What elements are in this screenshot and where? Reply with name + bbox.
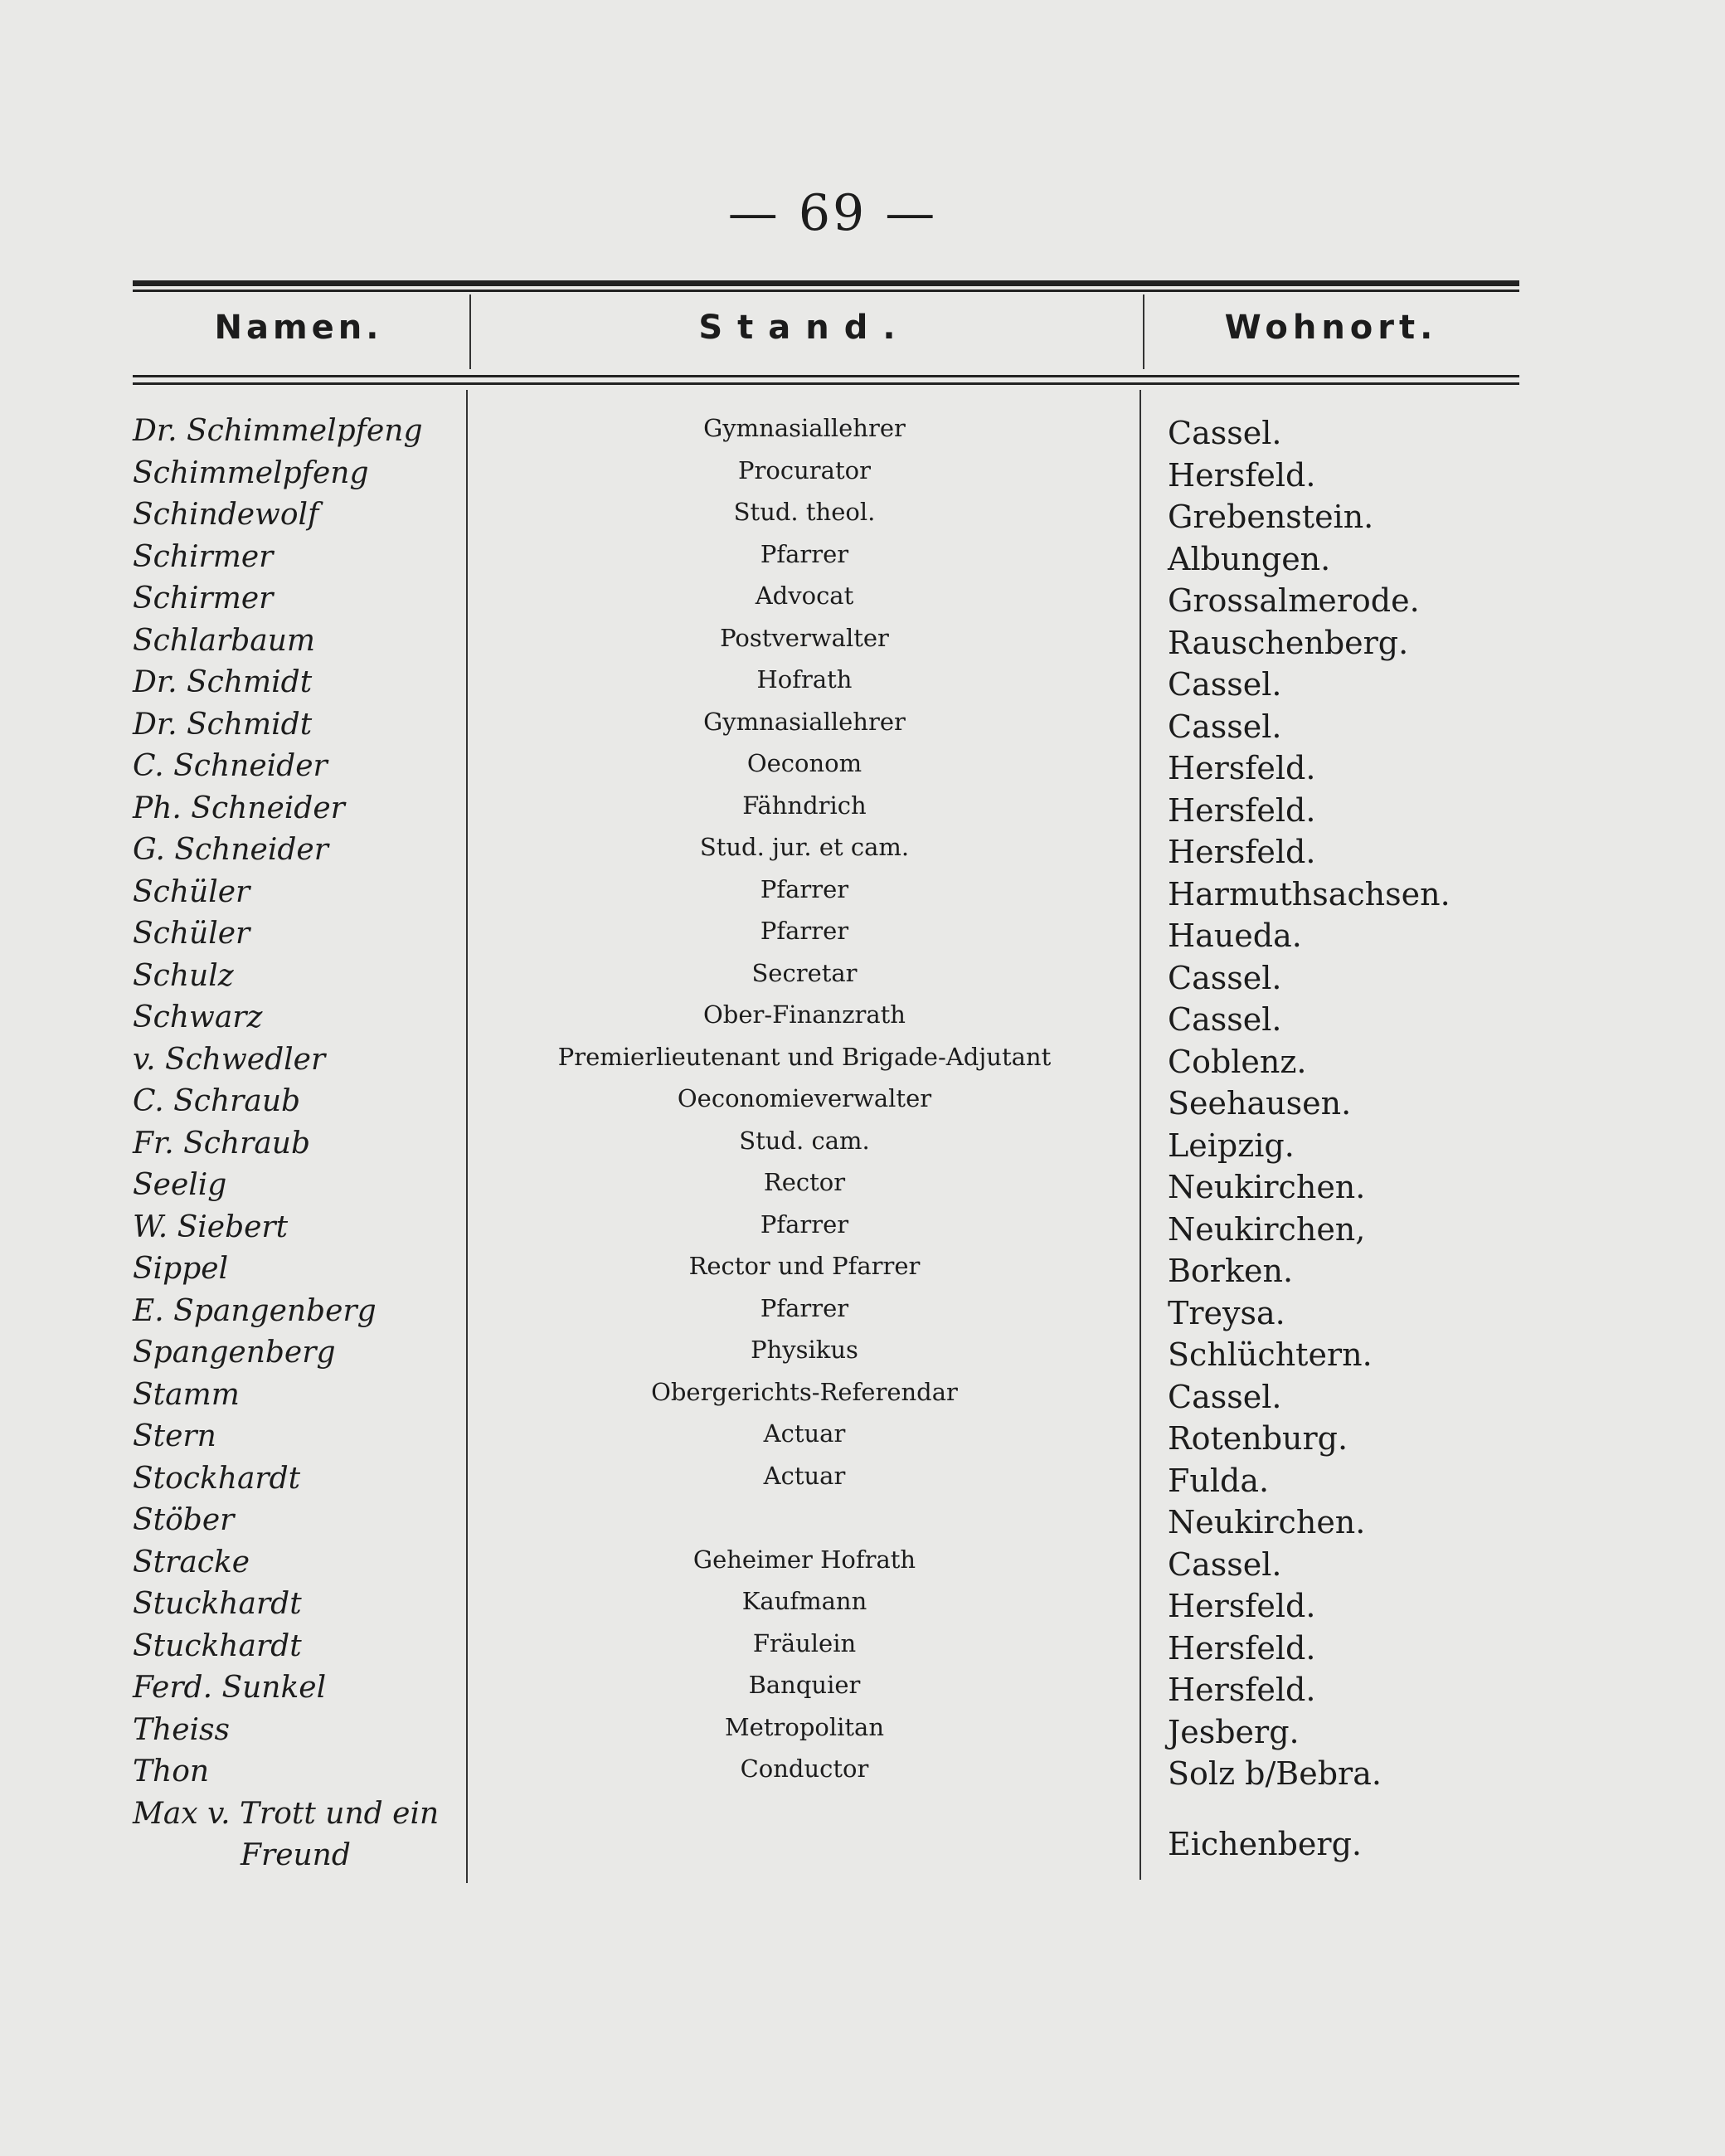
wohnort-cell: Cassel.: [1168, 1001, 1282, 1038]
wohnort-cell: Cassel.: [1168, 1378, 1282, 1415]
wohnort-cell: Hersfeld.: [1168, 750, 1316, 786]
stand-cell: Rector: [763, 1168, 846, 1196]
name-cell: Dr. Schimmelpfeng: [133, 414, 423, 448]
name-cell: Stamm: [133, 1377, 240, 1412]
wohnort-cell: Jesberg.: [1168, 1713, 1300, 1750]
stand-cell: Hofrath: [756, 665, 853, 694]
top-rule-thin: [133, 290, 1519, 292]
name-cell: Seelig: [133, 1168, 227, 1202]
stand-cell: Geheimer Hofrath: [692, 1545, 916, 1574]
wohnort-cell: Leipzig.: [1168, 1127, 1295, 1164]
stand-cell: Stud. cam.: [739, 1126, 870, 1155]
name-cell: Dr. Schmidt: [133, 707, 313, 742]
name-cell: Schüler: [133, 874, 250, 909]
wohnort-cell: Harmuthsachsen.: [1168, 875, 1450, 913]
name-cell: Schirmer: [133, 582, 274, 616]
stand-cell: Conductor: [740, 1754, 869, 1783]
stand-cell: Banquier: [748, 1671, 861, 1699]
name-line-1: Max v. Trott und ein: [133, 1796, 440, 1831]
table-row: [0, 1458, 1725, 1501]
table-row: [0, 494, 1725, 537]
stand-cell: Metropolitan: [724, 1712, 885, 1741]
wohnort-cell: Hersfeld.: [1168, 791, 1316, 829]
name-cell: C. Schraub: [133, 1084, 301, 1118]
name-cell: Stockhardt: [133, 1461, 301, 1496]
name-cell: Schlarbaum: [133, 623, 316, 658]
wohnort-cell: Cassel.: [1168, 666, 1282, 703]
wohnort-cell: Haueda.: [1168, 917, 1302, 954]
table-row: [0, 1081, 1725, 1123]
stand-cell: Pfarrer: [760, 539, 849, 568]
name-cell: Thon: [133, 1754, 210, 1789]
wohnort-cell: Cassel.: [1168, 415, 1282, 451]
wohnort-cell: Grebenstein.: [1168, 499, 1374, 535]
name-cell: Dr. Schmidt: [133, 665, 313, 699]
table-row: [0, 1584, 1725, 1626]
name-cell: Stöber: [133, 1503, 235, 1537]
table-row: [0, 1542, 1725, 1584]
wohnort-cell: Hersfeld.: [1168, 834, 1316, 870]
name-cell: Fr. Schraub: [133, 1126, 311, 1161]
name-cell: Stuckhardt: [133, 1628, 302, 1663]
name-cell: Schimmelpfeng: [133, 455, 369, 490]
column-header-wohnort: Wohnort.: [1224, 309, 1438, 347]
name-cell: Schwarz: [133, 1000, 263, 1034]
table-row: [0, 956, 1725, 998]
page-number: — 69 —: [727, 184, 938, 242]
wohnort-cell: Eichenberg.: [1168, 1825, 1362, 1862]
name-cell: Theiss: [133, 1712, 230, 1747]
stand-cell: Stud. jur. et cam.: [699, 833, 910, 861]
wohnort-cell: Cassel.: [1168, 1545, 1282, 1583]
name-cell: Stuckhardt: [133, 1587, 302, 1621]
stand-cell: Fähndrich: [742, 791, 867, 820]
table-row: [0, 997, 1725, 1039]
header-divider-1: [469, 294, 471, 369]
stand-cell: Secretar: [751, 958, 858, 987]
stand-cell: Ober-Finanzrath: [703, 1000, 906, 1029]
table-row: [0, 1667, 1725, 1710]
name-cell: Stracke: [133, 1545, 250, 1579]
name-cell: Stern: [133, 1419, 216, 1453]
name-cell: W. Siebert: [133, 1209, 289, 1244]
wohnort-cell: Grossalmerode.: [1168, 582, 1420, 619]
name-cell: [133, 1793, 464, 1876]
header-rule-2: [133, 382, 1519, 385]
wohnort-cell: Neukirchen.: [1168, 1504, 1366, 1540]
table-row: [0, 578, 1725, 621]
stand-cell: Premierlieutenant und Brigade-Adjutant: [557, 1042, 1052, 1071]
stand-cell: Kaufmann: [741, 1587, 867, 1615]
table-row: [0, 1375, 1725, 1417]
wohnort-cell: Neukirchen,: [1168, 1210, 1366, 1248]
stand-cell: Actuar: [763, 1419, 846, 1448]
wohnort-cell: Neukirchen.: [1168, 1169, 1366, 1205]
table-row: [0, 1626, 1725, 1668]
column-header-stand: Stand.: [698, 309, 911, 347]
table-row: [0, 1793, 1725, 1885]
name-cell: Ph. Schneider: [133, 791, 345, 825]
table-row: [0, 1207, 1725, 1249]
stand-cell: Obergerichts-Referendar: [651, 1377, 958, 1406]
wohnort-cell: Rauschenberg.: [1168, 624, 1409, 661]
stand-cell: Pfarrer: [760, 1209, 849, 1239]
table-row: [0, 453, 1725, 495]
wohnort-cell: Hersfeld.: [1168, 1588, 1316, 1624]
table-row: [0, 1248, 1725, 1291]
stand-cell: Postverwalter: [720, 623, 889, 652]
stand-cell: Gymnasiallehrer: [703, 414, 906, 442]
name-cell: E. Spangenberg: [133, 1293, 377, 1328]
wohnort-cell: Schlüchtern.: [1168, 1336, 1373, 1373]
table-row: [0, 788, 1725, 830]
stand-cell: Fräulein: [752, 1628, 857, 1657]
stand-cell: Rector und Pfarrer: [688, 1252, 921, 1280]
name-cell: Schirmer: [133, 539, 274, 574]
table-row: [0, 746, 1725, 788]
table-row: [0, 913, 1725, 956]
stand-cell: Pfarrer: [760, 917, 849, 945]
wohnort-cell: Hersfeld.: [1168, 1672, 1316, 1708]
table-row: [0, 830, 1725, 872]
stand-cell: Physikus: [751, 1336, 858, 1364]
stand-cell: Procurator: [738, 455, 871, 484]
name-cell: Ferd. Sunkel: [133, 1671, 327, 1705]
name-cell: Schulz: [133, 958, 234, 993]
wohnort-cell: Borken.: [1168, 1253, 1294, 1289]
name-cell: Schüler: [133, 917, 250, 951]
wohnort-cell: Fulda.: [1168, 1462, 1270, 1499]
name-cell: Spangenberg: [133, 1336, 336, 1370]
table-row: [0, 662, 1725, 704]
stand-cell: Pfarrer: [760, 1293, 849, 1322]
column-header-name: Namen.: [214, 309, 383, 347]
wohnort-cell: Seehausen.: [1168, 1085, 1352, 1122]
table-row: [0, 1291, 1725, 1333]
table-row: [0, 1123, 1725, 1166]
wohnort-cell: Coblenz.: [1168, 1043, 1307, 1080]
wohnort-cell: Cassel.: [1168, 959, 1282, 996]
name-cell: C. Schneider: [133, 749, 328, 783]
wohnort-cell: Hersfeld.: [1168, 1629, 1316, 1667]
top-rule-thick: [133, 280, 1519, 286]
table-row: [0, 411, 1725, 453]
wohnort-cell: Solz b/Bebra.: [1168, 1755, 1382, 1792]
table-row: [0, 1751, 1725, 1793]
table-row: [0, 1332, 1725, 1375]
table-row: [0, 872, 1725, 914]
table-row: [0, 621, 1725, 663]
table-row: [0, 537, 1725, 579]
register-table: [0, 411, 1725, 1885]
wohnort-cell: Albungen.: [1168, 540, 1331, 577]
table-row: [0, 1710, 1725, 1752]
table-row: [0, 1500, 1725, 1542]
table-row: [0, 1416, 1725, 1458]
name-cell: G. Schneider: [133, 833, 328, 867]
table-row: [0, 704, 1725, 747]
stand-cell: Actuar: [763, 1461, 846, 1490]
wohnort-cell: Treysa.: [1168, 1294, 1285, 1331]
name-line-2: Freund: [241, 1837, 351, 1872]
table-row: [0, 1039, 1725, 1082]
stand-cell: Oeconom: [746, 749, 862, 777]
name-cell: v. Schwedler: [133, 1042, 326, 1077]
stand-cell: Gymnasiallehrer: [703, 707, 906, 736]
stand-cell: Stud. theol.: [733, 498, 876, 526]
stand-cell: Pfarrer: [760, 874, 849, 903]
table-row: [0, 1165, 1725, 1207]
stand-cell: Advocat: [755, 582, 854, 610]
stand-cell: Oeconomieverwalter: [677, 1084, 932, 1112]
header-rule-1: [133, 375, 1519, 377]
name-cell: Sippel: [133, 1252, 229, 1286]
wohnort-cell: Cassel.: [1168, 708, 1282, 745]
name-cell: Schindewolf: [133, 498, 319, 532]
wohnort-cell: Hersfeld.: [1168, 456, 1316, 494]
wohnort-cell: Rotenburg.: [1168, 1420, 1348, 1457]
